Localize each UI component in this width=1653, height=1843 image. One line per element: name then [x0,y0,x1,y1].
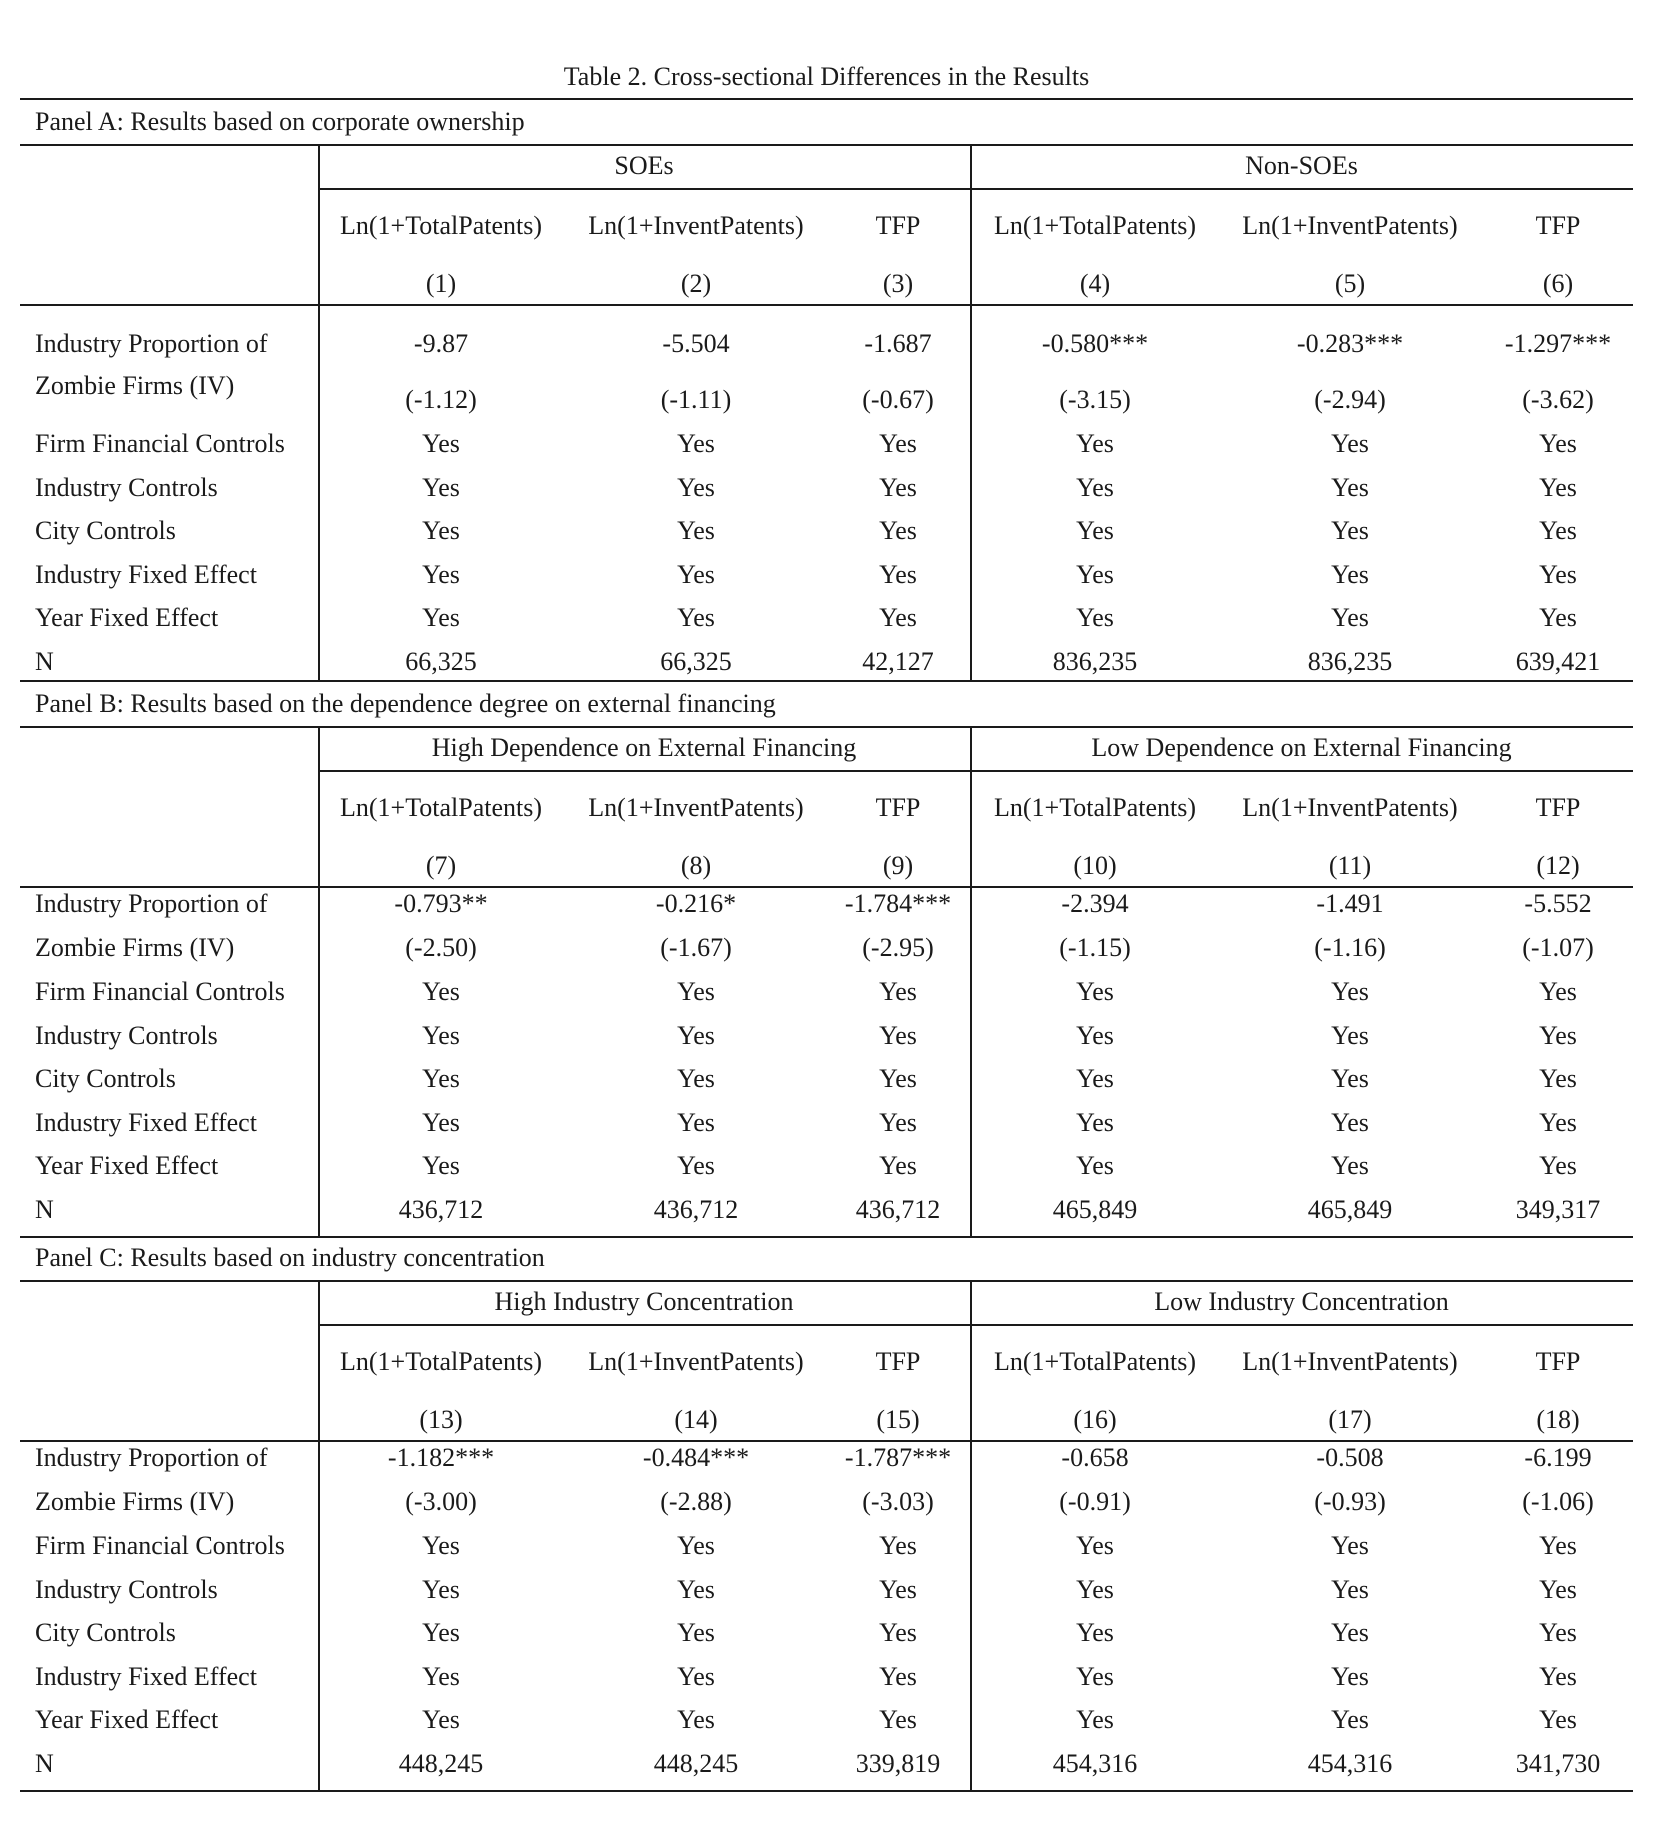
n-cell: 349,317 [1515,1195,1601,1224]
column-header: Ln(1+InventPatents) [1242,211,1458,240]
yes-cell: Yes [422,1661,460,1691]
yes-cell: Yes [1076,1574,1114,1604]
n-cell: 836,235 [1307,646,1393,676]
n-cell: 454,316 [1052,1749,1138,1778]
iv-row-label: Zombie Firms (IV) [35,933,235,962]
yes-cell: Yes [1331,516,1369,545]
yes-cell: Yes [1331,1574,1369,1604]
yes-cell: Yes [1539,1107,1577,1137]
tstat-cell: (-3.00) [405,1487,477,1516]
tstat-cell: (-1.11) [660,385,732,414]
panel-bottom-rule [20,1790,1633,1792]
n-cell: 465,849 [1052,1195,1138,1224]
coefficient-cell: -1.182*** [387,1443,495,1472]
group-rule [318,770,1633,772]
yes-cell: Yes [422,429,460,458]
yes-cell: Yes [1076,603,1114,632]
yes-cell: Yes [1076,1107,1114,1137]
yes-cell: Yes [677,977,715,1006]
column-header: Ln(1+TotalPatents) [339,1347,543,1376]
yes-cell: Yes [879,603,917,632]
panel-bottom-rule [20,1236,1633,1238]
yes-cell: Yes [422,1107,460,1137]
yes-cell: Yes [422,1574,460,1604]
yes-cell: Yes [879,1107,917,1137]
row-label: Year Fixed Effect [35,603,219,632]
yes-cell: Yes [422,472,460,502]
coefficient-cell: -0.484*** [642,1443,750,1472]
yes-cell: Yes [1539,1574,1577,1604]
yes-cell: Yes [1539,1661,1577,1691]
row-label: Industry Fixed Effect [35,1107,257,1137]
yes-cell: Yes [1076,1531,1114,1560]
column-number: (4) [1079,269,1111,298]
yes-cell: Yes [1076,472,1114,502]
group-header-left: High Industry Concentration [494,1287,794,1316]
coefficient-cell: -0.580*** [1041,329,1149,358]
panel-bottom-rule [20,680,1633,682]
yes-cell: Yes [879,472,917,502]
yes-cell: Yes [1539,1151,1577,1181]
group-header-right: Low Industry Concentration [1154,1287,1449,1316]
column-separator-left [318,1282,320,1790]
iv-row-label: Zombie Firms (IV) [35,1487,235,1516]
column-number: (14) [674,1405,718,1434]
yes-cell: Yes [1539,1531,1577,1560]
column-header: Ln(1+TotalPatents) [993,1347,1197,1376]
yes-cell: Yes [1331,1151,1369,1181]
tstat-cell: (-1.12) [405,385,477,414]
yes-cell: Yes [677,1151,715,1181]
yes-cell: Yes [1539,977,1577,1006]
column-number: (11) [1328,851,1372,880]
column-header: Ln(1+InventPatents) [588,211,804,240]
yes-cell: Yes [1331,1064,1369,1094]
column-header: TFP [875,1347,921,1376]
yes-cell: Yes [879,1618,917,1648]
panel-title: Panel A: Results based on corporate ownership [35,107,525,136]
column-header: Ln(1+TotalPatents) [339,793,543,822]
n-cell: 341,730 [1515,1749,1601,1778]
yes-cell: Yes [1331,1107,1369,1137]
yes-cell: Yes [1076,1151,1114,1181]
yes-cell: Yes [1539,429,1577,458]
n-cell: 436,712 [855,1195,941,1224]
row-label: Industry Controls [35,472,218,502]
n-cell: 436,712 [398,1195,484,1224]
column-number: (2) [680,269,712,298]
column-header: Ln(1+TotalPatents) [993,793,1197,822]
coefficient-cell: -0.508 [1316,1443,1384,1472]
yes-cell: Yes [1539,472,1577,502]
yes-cell: Yes [1076,1618,1114,1648]
panel-header-rule [20,144,1633,146]
column-number: (1) [425,269,457,298]
yes-cell: Yes [677,472,715,502]
coefficient-cell: -6.199 [1524,1443,1592,1472]
row-label: Firm Financial Controls [35,977,285,1006]
group-rule [318,1324,1633,1326]
n-cell: 436,712 [653,1195,739,1224]
yes-cell: Yes [1331,472,1369,502]
yes-cell: Yes [1331,977,1369,1006]
n-cell: 66,325 [660,646,732,676]
group-header-left: High Dependence on External Financing [431,733,857,762]
tstat-cell: (-3.62) [1522,385,1594,414]
panel-header-rule [20,726,1633,728]
n-cell: 448,245 [398,1749,484,1778]
yes-cell: Yes [1539,559,1577,589]
column-header: TFP [1535,211,1581,240]
yes-cell: Yes [1076,516,1114,545]
row-label: Firm Financial Controls [35,429,285,458]
group-rule [318,188,1633,190]
yes-cell: Yes [1539,1020,1577,1050]
tstat-cell: (-0.91) [1059,1487,1131,1516]
coefficient-cell: -0.793** [394,889,488,918]
yes-cell: Yes [677,1574,715,1604]
column-separator-left [318,146,320,680]
group-header-left: SOEs [614,151,674,180]
yes-cell: Yes [677,1107,715,1137]
column-separator-middle [970,1282,972,1790]
column-number: (17) [1328,1405,1372,1434]
yes-cell: Yes [1539,516,1577,545]
column-number: (3) [882,269,914,298]
column-separator-middle [970,146,972,680]
yes-cell: Yes [677,1064,715,1094]
column-header-rule [20,304,1633,306]
yes-cell: Yes [677,1661,715,1691]
tstat-cell: (-2.95) [862,933,934,962]
tstat-cell: (-1.07) [1522,933,1594,962]
yes-cell: Yes [879,1531,917,1560]
column-header: Ln(1+TotalPatents) [339,211,543,240]
column-header: Ln(1+TotalPatents) [993,211,1197,240]
yes-cell: Yes [1539,1064,1577,1094]
column-separator-middle [970,728,972,1236]
column-header: Ln(1+InventPatents) [1242,793,1458,822]
group-header-right: Non-SOEs [1245,151,1358,180]
coefficient-cell: -9.87 [413,329,469,358]
yes-cell: Yes [1331,1705,1369,1735]
coefficient-cell: -1.491 [1316,889,1384,918]
column-header: TFP [875,211,921,240]
row-label: City Controls [35,516,176,545]
coefficient-cell: -0.283*** [1296,329,1404,358]
yes-cell: Yes [1331,1531,1369,1560]
yes-cell: Yes [879,1705,917,1735]
row-label: Industry Controls [35,1020,218,1050]
yes-cell: Yes [1539,1618,1577,1648]
yes-cell: Yes [879,1574,917,1604]
n-cell: 66,325 [405,646,477,676]
n-cell: 339,819 [855,1749,941,1778]
yes-cell: Yes [879,559,917,589]
yes-cell: Yes [1331,1661,1369,1691]
tstat-cell: (-1.67) [660,933,732,962]
yes-cell: Yes [1076,559,1114,589]
group-header-right: Low Dependence on External Financing [1091,733,1512,762]
yes-cell: Yes [422,977,460,1006]
row-label: Year Fixed Effect [35,1705,219,1735]
coefficient-cell: -0.216* [655,889,737,918]
column-number: (13) [419,1405,463,1434]
yes-cell: Yes [677,1705,715,1735]
column-header: TFP [875,793,921,822]
n-cell: 448,245 [653,1749,739,1778]
yes-cell: Yes [677,559,715,589]
yes-cell: Yes [422,1151,460,1181]
yes-cell: Yes [879,1151,917,1181]
yes-cell: Yes [1331,603,1369,632]
yes-cell: Yes [422,1064,460,1094]
column-number: (12) [1536,851,1580,880]
column-number: (7) [425,851,457,880]
yes-cell: Yes [1076,1020,1114,1050]
tstat-cell: (-3.03) [862,1487,934,1516]
yes-cell: Yes [677,1020,715,1050]
yes-cell: Yes [677,1618,715,1648]
yes-cell: Yes [1076,977,1114,1006]
row-label: City Controls [35,1618,176,1648]
yes-cell: Yes [422,559,460,589]
column-number: (15) [876,1405,920,1434]
row-label: N [35,646,54,676]
row-label: Industry Controls [35,1574,218,1604]
table-top-rule [20,98,1633,100]
coefficient-cell: -5.504 [662,329,730,358]
yes-cell: Yes [1331,1618,1369,1648]
column-number: (5) [1334,269,1366,298]
column-number: (16) [1073,1405,1117,1434]
table-title: Table 2. Cross-sectional Differences in the Results [563,62,1090,91]
coefficient-cell: -1.687 [864,329,932,358]
column-header: Ln(1+InventPatents) [588,793,804,822]
tstat-cell: (-1.06) [1522,1487,1594,1516]
coefficient-cell: -5.552 [1524,889,1592,918]
column-number: (6) [1542,269,1574,298]
yes-cell: Yes [422,1618,460,1648]
tstat-cell: (-0.93) [1314,1487,1386,1516]
yes-cell: Yes [1539,1705,1577,1735]
yes-cell: Yes [422,603,460,632]
row-label: N [35,1749,54,1778]
column-separator-left [318,728,320,1236]
coefficient-cell: -0.658 [1061,1443,1129,1472]
n-cell: 836,235 [1052,646,1138,676]
panel-title: Panel C: Results based on industry concentration [35,1243,545,1272]
yes-cell: Yes [677,1531,715,1560]
tstat-cell: (-3.15) [1059,385,1131,414]
tstat-cell: (-2.88) [660,1487,732,1516]
yes-cell: Yes [879,977,917,1006]
n-cell: 639,421 [1515,646,1601,676]
panel-header-rule [20,1280,1633,1282]
yes-cell: Yes [422,1531,460,1560]
yes-cell: Yes [879,1064,917,1094]
yes-cell: Yes [879,429,917,458]
column-number: (8) [680,851,712,880]
yes-cell: Yes [1539,603,1577,632]
column-header: Ln(1+InventPatents) [1242,1347,1458,1376]
tstat-cell: (-1.15) [1059,933,1131,962]
row-label: Year Fixed Effect [35,1151,219,1181]
yes-cell: Yes [677,603,715,632]
column-number: (18) [1536,1405,1580,1434]
yes-cell: Yes [1331,1020,1369,1050]
yes-cell: Yes [1076,1705,1114,1735]
column-header: TFP [1535,793,1581,822]
coefficient-cell: -1.297*** [1504,329,1612,358]
tstat-cell: (-2.50) [405,933,477,962]
n-cell: 465,849 [1307,1195,1393,1224]
yes-cell: Yes [879,516,917,545]
iv-row-label: Industry Proportion of [35,1443,268,1472]
column-header: TFP [1535,1347,1581,1376]
yes-cell: Yes [1331,559,1369,589]
yes-cell: Yes [677,516,715,545]
panel-title: Panel B: Results based on the dependence degree on external financing [35,689,776,718]
yes-cell: Yes [422,1020,460,1050]
column-number: (9) [882,851,914,880]
column-number: (10) [1073,851,1117,880]
n-cell: 454,316 [1307,1749,1393,1778]
yes-cell: Yes [1331,429,1369,458]
row-label: N [35,1195,54,1224]
coefficient-cell: -1.787*** [844,1443,952,1472]
row-label: Industry Fixed Effect [35,559,257,589]
tstat-cell: (-0.67) [862,385,934,414]
yes-cell: Yes [677,429,715,458]
coefficient-cell: -2.394 [1061,889,1129,918]
yes-cell: Yes [1076,1064,1114,1094]
tstat-cell: (-2.94) [1314,385,1386,414]
iv-row-label: Industry Proportion of [35,329,268,358]
iv-row-label: Zombie Firms (IV) [35,371,235,400]
yes-cell: Yes [879,1661,917,1691]
yes-cell: Yes [422,1705,460,1735]
row-label: Industry Fixed Effect [35,1661,257,1691]
row-label: Firm Financial Controls [35,1531,285,1560]
coefficient-cell: -1.784*** [844,889,952,918]
iv-row-label: Industry Proportion of [35,889,268,918]
yes-cell: Yes [1076,1661,1114,1691]
column-header: Ln(1+InventPatents) [588,1347,804,1376]
tstat-cell: (-1.16) [1314,933,1386,962]
row-label: City Controls [35,1064,176,1094]
yes-cell: Yes [422,516,460,545]
n-cell: 42,127 [862,646,934,676]
yes-cell: Yes [879,1020,917,1050]
yes-cell: Yes [1076,429,1114,458]
